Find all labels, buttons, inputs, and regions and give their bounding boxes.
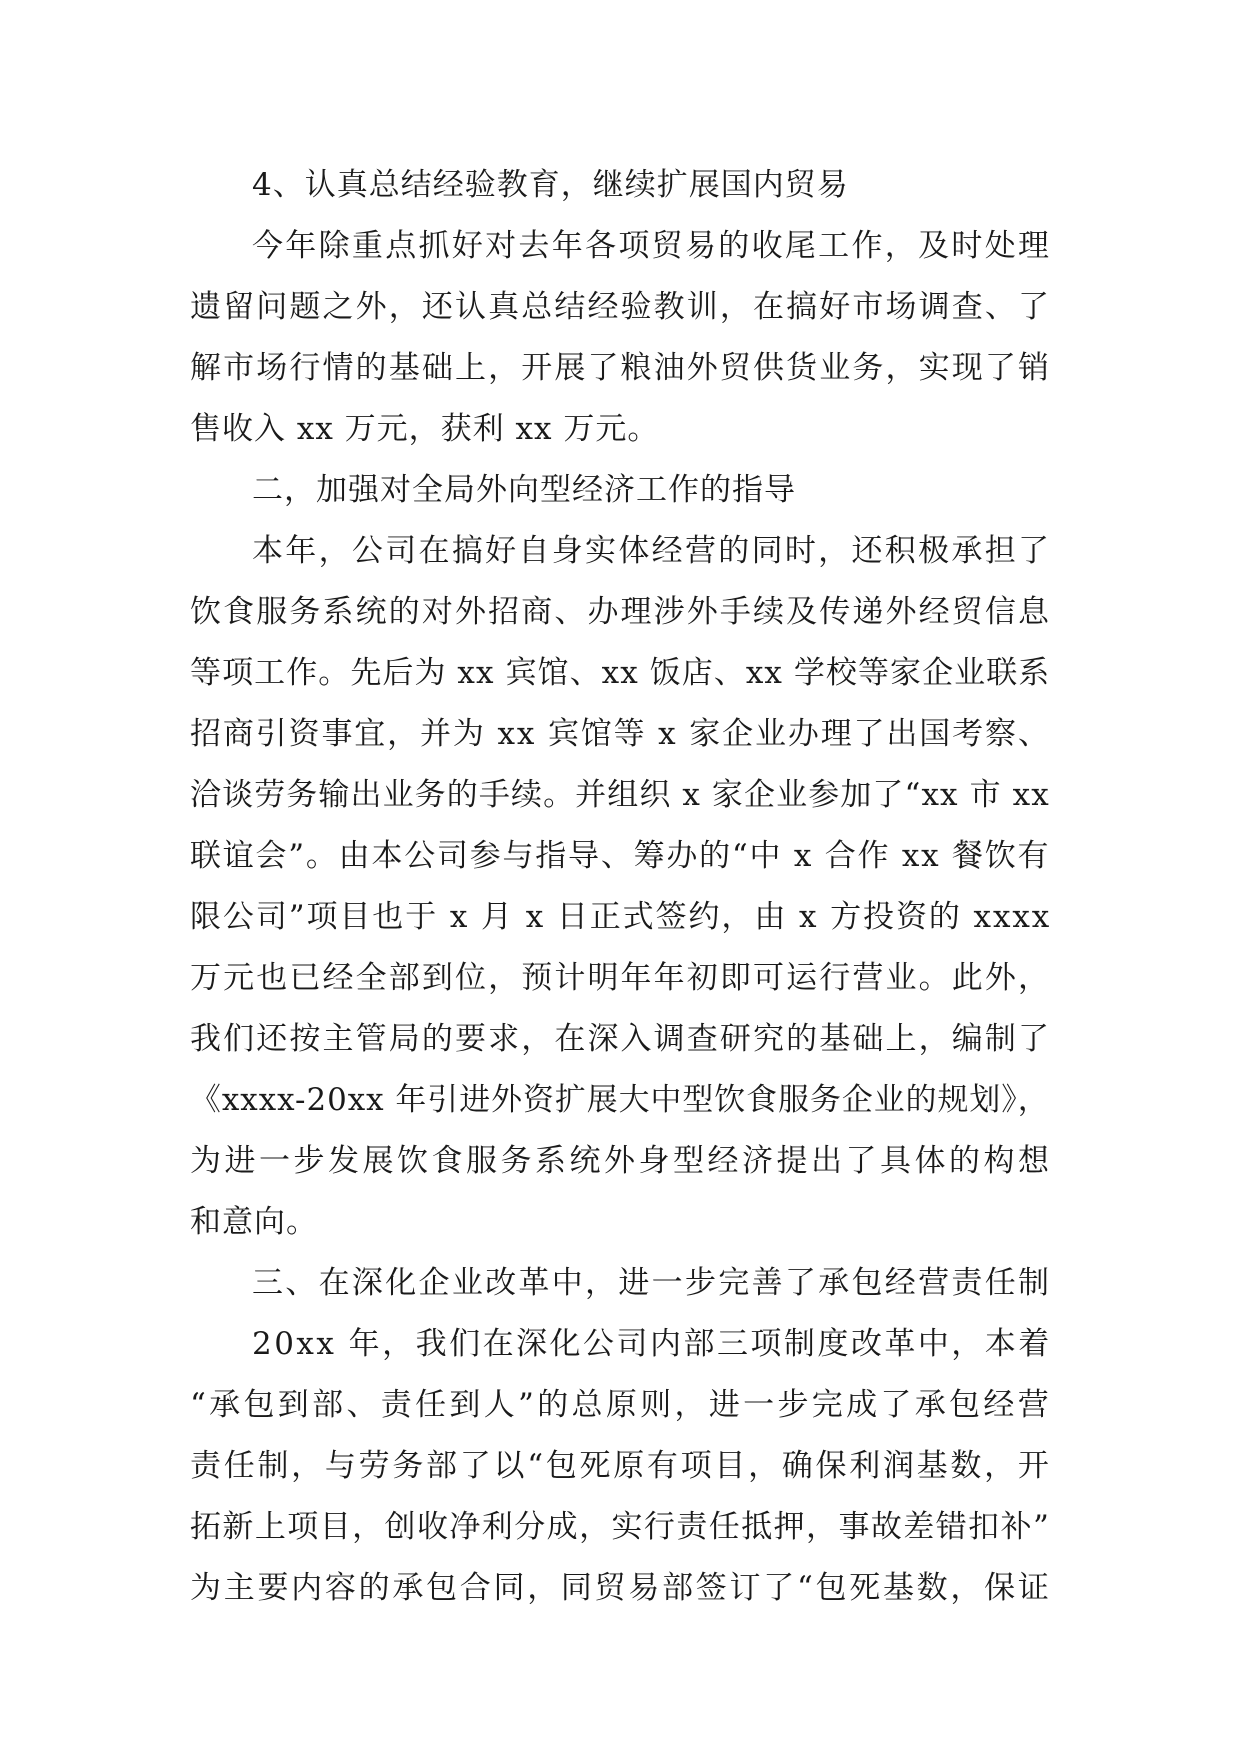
text-line <box>190 1314 1050 1375</box>
text-line <box>190 1009 1050 1070</box>
line-text: 今年除重点抓好对去年各项贸易的收尾工作，及时处理 <box>252 228 1052 264</box>
text-line <box>190 338 1050 399</box>
text-line <box>190 1558 1050 1619</box>
text-line <box>190 1131 1053 1192</box>
text-line <box>190 887 1050 948</box>
text-line <box>190 1192 1050 1253</box>
line-text: 解市场行情的基础上，开展了粮油外贸供货业务，实现了销 <box>190 350 1052 386</box>
line-text: 等项工作。先后为 xx 宾馆、xx 饭店、xx 学校等家企业联系 <box>190 655 1051 691</box>
line-text: 三、在深化企业改革中，进一步完善了承包经营责任制 <box>252 1265 1052 1301</box>
line-text: 遗留问题之外，还认真总结经验教训，在搞好市场调查、了 <box>190 289 1052 325</box>
text-line <box>190 521 1050 582</box>
text-line <box>190 460 1050 521</box>
line-text: 我们还按主管局的要求，在深入调查研究的基础上，编制了 <box>190 1021 1052 1057</box>
line-text: 二，加强对全局外向型经济工作的指导 <box>252 472 796 508</box>
document-body <box>190 155 1053 1619</box>
line-text: 万元也已经全部到位，预计明年年初即可运行营业。此外， <box>190 960 1052 996</box>
text-line <box>190 155 1050 216</box>
line-text: “承包到部、责任到人”的总原则，进一步完成了承包经营 <box>190 1387 1053 1423</box>
line-text: 拓新上项目，创收净利分成，实行责任抵押，事故差错扣补” <box>190 1509 1051 1545</box>
line-text: 4、认真总结经验教育，继续扩展国内贸易 <box>252 167 849 203</box>
line-text: 和意向。 <box>190 1204 318 1240</box>
text-line <box>190 1436 1050 1497</box>
text-line <box>190 1497 1050 1558</box>
text-line <box>190 399 1050 460</box>
text-line <box>190 1070 1050 1131</box>
line-text: 售收入 xx 万元，获利 xx 万元。 <box>190 411 660 447</box>
line-text: 为主要内容的承包合同，同贸易部签订了“包死基数，保证 <box>190 1570 1052 1606</box>
line-text: 《xxxx-20xx 年引进外资扩展大中型饮食服务企业的规划》， <box>190 1082 1050 1118</box>
text-line <box>190 277 1050 338</box>
line-text: 招商引资事宜，并为 xx 宾馆等 x 家企业办理了出国考察、 <box>190 716 1051 752</box>
text-line <box>190 948 1050 1009</box>
line-text: 洽谈劳务输出业务的手续。并组织 x 家企业参加了“xx 市 xx <box>190 777 1050 813</box>
line-text: 本年，公司在搞好自身实体经营的同时，还积极承担了 <box>252 533 1052 569</box>
text-line <box>190 643 1050 704</box>
text-line <box>190 826 1050 887</box>
text-line <box>190 1253 1050 1314</box>
text-line <box>190 704 1050 765</box>
line-text: 20xx 年，我们在深化公司内部三项制度改革中，本着 <box>252 1326 1052 1362</box>
line-text: 限公司”项目也于 x 月 x 日正式签约，由 x 方投资的 xxxx <box>190 899 1052 935</box>
line-text: 联谊会”。由本公司参与指导、筹办的“中 x 合作 xx 餐饮有 <box>190 838 1051 874</box>
text-line <box>190 582 1050 643</box>
line-text: 为进一步发展饮食服务系统外身型经济提出了具体的构想 <box>190 1143 1053 1179</box>
text-line <box>190 765 1050 826</box>
text-line <box>190 216 1050 277</box>
line-text: 责任制，与劳务部了以“包死原有项目，确保利润基数，开 <box>190 1448 1052 1484</box>
line-text: 饮食服务系统的对外招商、办理涉外手续及传递外经贸信息 <box>190 594 1052 630</box>
text-line <box>190 1375 1053 1436</box>
